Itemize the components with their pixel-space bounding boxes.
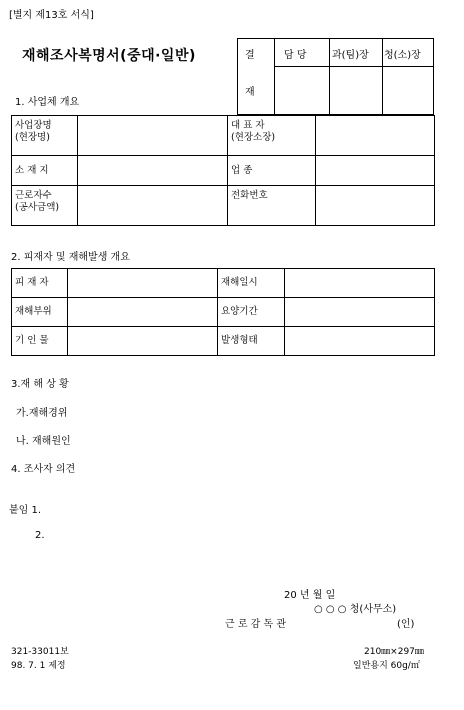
- approval-label-top: 결: [245, 50, 255, 61]
- approval-box: [237, 38, 434, 115]
- value-location[interactable]: [78, 156, 228, 186]
- section4-heading: 4. 조사자 의견: [11, 464, 76, 475]
- table-row: [12, 156, 435, 186]
- footer-form-code: 321-33011보: [11, 647, 69, 657]
- section3-sub-cause: 나. 재해원인: [16, 436, 71, 447]
- value-representative[interactable]: [316, 116, 435, 156]
- business-overview-table: [11, 115, 435, 226]
- label-location: 소 재 지: [12, 156, 78, 186]
- signature-seal: (인): [397, 619, 415, 630]
- value-victim[interactable]: [68, 269, 218, 298]
- label-treatment-period: 요양기간: [218, 298, 285, 327]
- label-representative: 대 표 자 (현장소장): [228, 116, 316, 156]
- label-industry: 업 종: [228, 156, 316, 186]
- signature-date: 20 년 월 일: [284, 590, 336, 601]
- table-row: [12, 186, 435, 226]
- label-worker-count: 근로자수 (공사금액): [12, 186, 78, 226]
- value-phone[interactable]: [316, 186, 435, 226]
- table-row: [12, 298, 435, 327]
- label-injury-part: 재해부위: [12, 298, 68, 327]
- label-victim: 피 재 자: [12, 269, 68, 298]
- form-number-tag: [별지 제13호 서식]: [9, 10, 94, 21]
- label-causal-object: 기 인 물: [12, 327, 68, 356]
- label-accident-datetime: 재해일시: [218, 269, 285, 298]
- value-treatment-period[interactable]: [285, 298, 435, 327]
- approval-col-director: 청(소)장: [384, 50, 421, 61]
- value-causal-object[interactable]: [68, 327, 218, 356]
- signature-supervisor: 근 로 감 독 관: [225, 619, 287, 630]
- label-phone: 전화번호: [228, 186, 316, 226]
- value-injury-part[interactable]: [68, 298, 218, 327]
- victim-overview-table: [11, 268, 435, 356]
- section1-heading: 1. 사업체 개요: [15, 97, 80, 108]
- attachment-item-1: 붙임 1.: [9, 505, 42, 516]
- value-accident-datetime[interactable]: [285, 269, 435, 298]
- approval-col-team-lead: 과(팀)장: [332, 50, 369, 61]
- table-row: [12, 116, 435, 156]
- document-title: 재해조사복명서(중대·일반): [22, 48, 196, 64]
- table-row: [12, 327, 435, 356]
- footer-paper-type: 일반용지 60g/㎡: [353, 661, 420, 671]
- section2-heading: 2. 피재자 및 재해발생 개요: [11, 252, 130, 263]
- value-occurrence-type[interactable]: [285, 327, 435, 356]
- footer-paper-size: 210㎜×297㎜: [364, 647, 424, 657]
- signature-office: ○ ○ ○ 청(사무소): [314, 604, 397, 615]
- attachment-item-2: 2.: [35, 530, 45, 541]
- value-worker-count[interactable]: [78, 186, 228, 226]
- section3-heading: 3.재 해 상 황: [11, 379, 69, 390]
- table-row: [12, 269, 435, 298]
- approval-col-staff: 담 당: [284, 50, 307, 61]
- label-workplace-name: 사업장명 (현장명): [12, 116, 78, 156]
- label-occurrence-type: 발생형태: [218, 327, 285, 356]
- approval-label-bottom: 재: [245, 87, 255, 98]
- footer-enacted: 98. 7. 1 제정: [11, 661, 66, 671]
- value-workplace-name[interactable]: [78, 116, 228, 156]
- section3-sub-course: 가.재해경위: [16, 408, 68, 419]
- value-industry[interactable]: [316, 156, 435, 186]
